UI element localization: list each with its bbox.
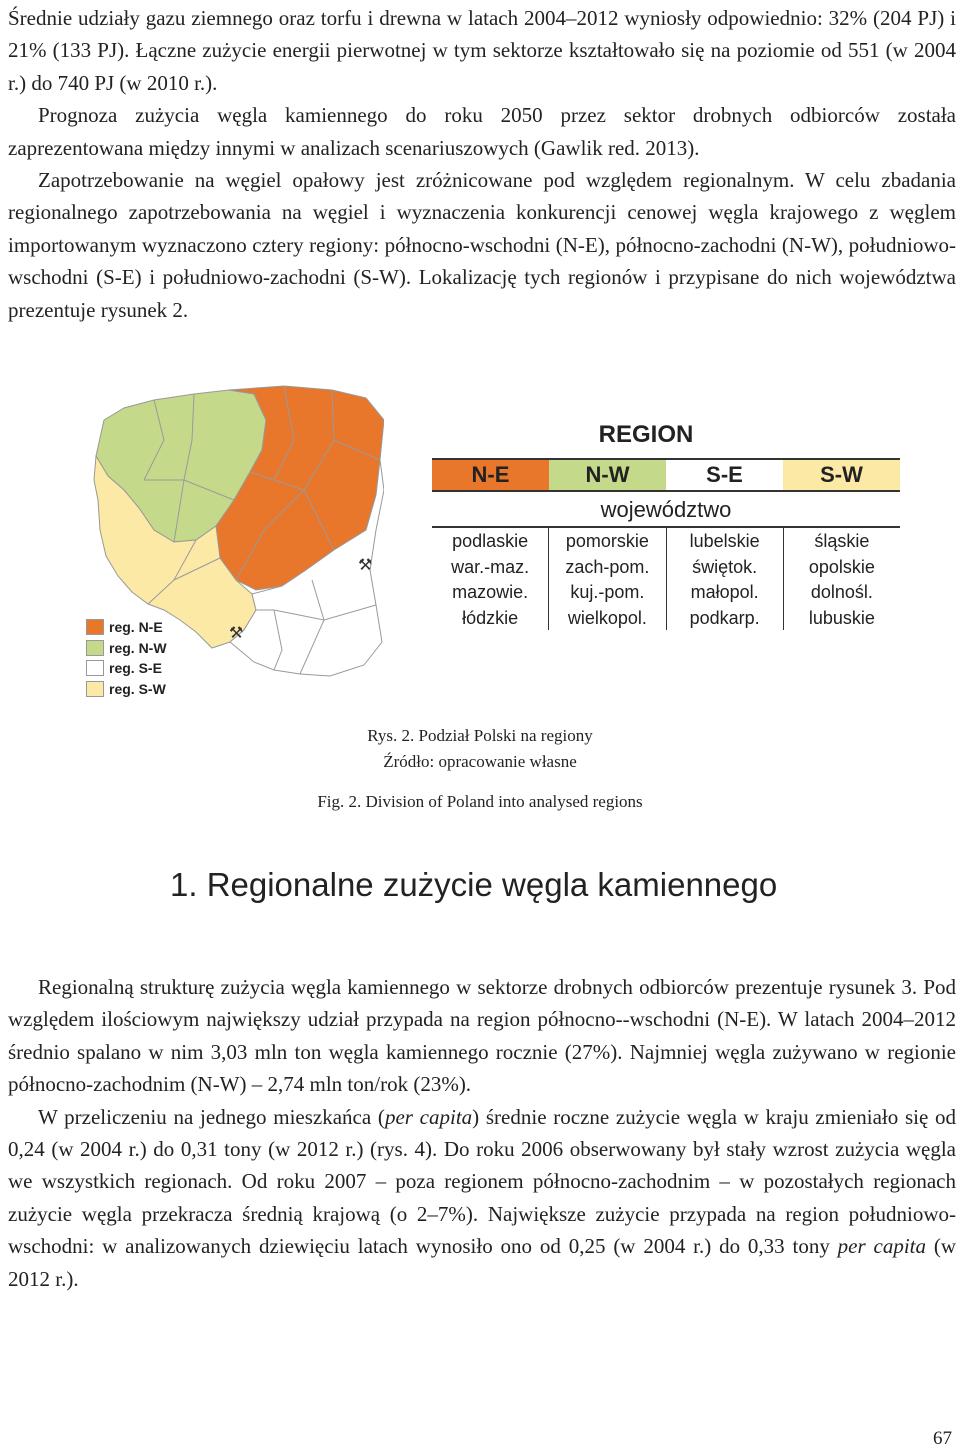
- legend-swatch: [86, 640, 104, 656]
- table-cell: łódzkie: [462, 607, 519, 628]
- legend-item: [86, 658, 167, 679]
- body-text-2-em: per capita: [384, 1104, 473, 1129]
- voivodeship-subheader: województwo: [432, 492, 900, 528]
- region-header-se: S-E: [666, 460, 783, 490]
- section-heading: 1. Regionalne zużycie węgla kamiennego: [170, 866, 778, 903]
- region-column-ne: [432, 528, 548, 630]
- intro-text-3: Zapotrzebowanie na węgiel opałowy jest zróżnicowane pod względem regionalnym. W celu zbadania regionalnego zapotrzebowania na węgiel i wyznaczenia konkurencji cenowej węgla krajowego z węglem importowanym wyznaczono cztery regiony: północno-wschodni (N-E), północno-zachodni (N-W), południowo-wschodni (S-E) i południowo-zachodni (S-W). Lokalizację tych regionów i przypisane do nich województwa prezentuje rysunek 2.: [8, 168, 956, 322]
- figure-regions: [0, 370, 960, 850]
- region-header-row: [432, 458, 900, 492]
- legend-swatch: [86, 619, 104, 635]
- table-cell: war.-maz.: [451, 556, 530, 577]
- mine-symbol-icon: ⚒: [229, 623, 244, 642]
- table-cell: lubelskie: [689, 531, 760, 551]
- body-text-2a: W przeliczeniu na jednego mieszkańca (: [38, 1104, 385, 1129]
- table-cell: zach-pom.: [565, 556, 650, 577]
- figure-caption-en: Fig. 2. Division of Poland into analysed regions: [317, 792, 643, 811]
- body-text-2c: (w 2012 r.).: [8, 1234, 956, 1291]
- body-text-1: Regionalną strukturę zużycia węgla kamiennego w sektorze drobnych odbiorców prezentuje rysunek 3. Pod względem ilościowym największy udział przypada na region północno--wschodni (N-E). W latach 2004–2012 średnio spalano w nim 3,03 mln ton węgla kamiennego rocznie (27%). Najmniej węgla zużywano w regionie północno-zachodnim (N-W) – 2,74 mln ton/rok (23%).: [8, 975, 956, 1097]
- region-column-sw: [783, 528, 900, 630]
- region-header-ne: N-E: [432, 460, 549, 490]
- table-cell: małopol.: [690, 582, 759, 602]
- legend-item: [86, 617, 167, 638]
- table-cell: śląskie: [814, 531, 870, 551]
- mine-symbol-icon: ⚒: [358, 555, 373, 574]
- legend-swatch: [86, 681, 104, 697]
- legend-label: reg. S-E: [109, 660, 162, 677]
- table-cell: kuj.-pom.: [570, 582, 645, 602]
- legend-label: reg. N-E: [109, 619, 163, 636]
- body-paragraph: [8, 971, 956, 1295]
- figure-source: Źródło: opracowanie własne: [383, 752, 577, 771]
- map-legend: [86, 617, 167, 699]
- table-cell: lubuskie: [808, 607, 875, 628]
- body-text-2-em2: per capita: [837, 1234, 926, 1259]
- figure-caption-pl: Rys. 2. Podział Polski na regiony: [367, 726, 593, 745]
- region-header-nw: N-W: [549, 460, 666, 490]
- legend-swatch: [86, 660, 104, 676]
- table-cell: pomorskie: [565, 531, 649, 551]
- region-column-nw: [548, 528, 665, 630]
- intro-text-2: Prognoza zużycia węgla kamiennego do roku 2050 przez sektor drobnych odbiorców została zaprezentowana między innymi w analizach scenariuszowych (Gawlik red. 2013).: [8, 103, 956, 160]
- table-cell: opolskie: [808, 556, 875, 577]
- table-cell: podlaskie: [452, 531, 529, 551]
- legend-item: [86, 638, 167, 659]
- legend-item: [86, 679, 167, 700]
- intro-text-1: Średnie udziały gazu ziemnego oraz torfu i drewna w latach 2004–2012 wyniosły odpowiednio: 32% (204 PJ) i 21% (133 PJ). Łączne zużycie energii pierwotnej w tym sektorze kształtowało się na poziomie od 551 (w 2004 r.) do 740 PJ (w 2010 r.).: [8, 6, 956, 95]
- table-cell: mazowie.: [452, 582, 529, 602]
- region-table-body: [432, 528, 900, 630]
- table-cell: wielkopol.: [567, 607, 647, 628]
- region-column-se: [666, 528, 783, 630]
- region-header-sw: S-W: [783, 460, 900, 490]
- region-table: [432, 418, 900, 630]
- table-cell: świętok.: [692, 556, 758, 577]
- page-number: 67: [933, 1428, 952, 1449]
- region-table-title: REGION: [598, 421, 694, 448]
- table-cell: podkarp.: [689, 607, 760, 628]
- body-text-2b: ) średnie roczne zużycie węgla w kraju zmieniało się od 0,24 (w 2004 r.) do 0,31 tony (w 2012 r.) (rys. 4). Do roku 2006 obserwowany był stały wzrost zużycia węgla we wszystkich regionach. Od roku 2007 – poza regionem północno-zachodnim – w pozostałych regionach zużycie węgla przekracza średnią krajową (o 2–7%). Największe zużycie przypada na region południowo-wschodni: w analizowanych dziewięciu latach wynosiło ono od 0,25 (w 2004 r.) do 0,33 tony: [8, 1104, 957, 1259]
- intro-paragraph: [8, 2, 956, 326]
- legend-label: reg. S-W: [109, 680, 166, 697]
- table-cell: dolnośl.: [810, 582, 873, 602]
- legend-label: reg. N-W: [109, 639, 167, 656]
